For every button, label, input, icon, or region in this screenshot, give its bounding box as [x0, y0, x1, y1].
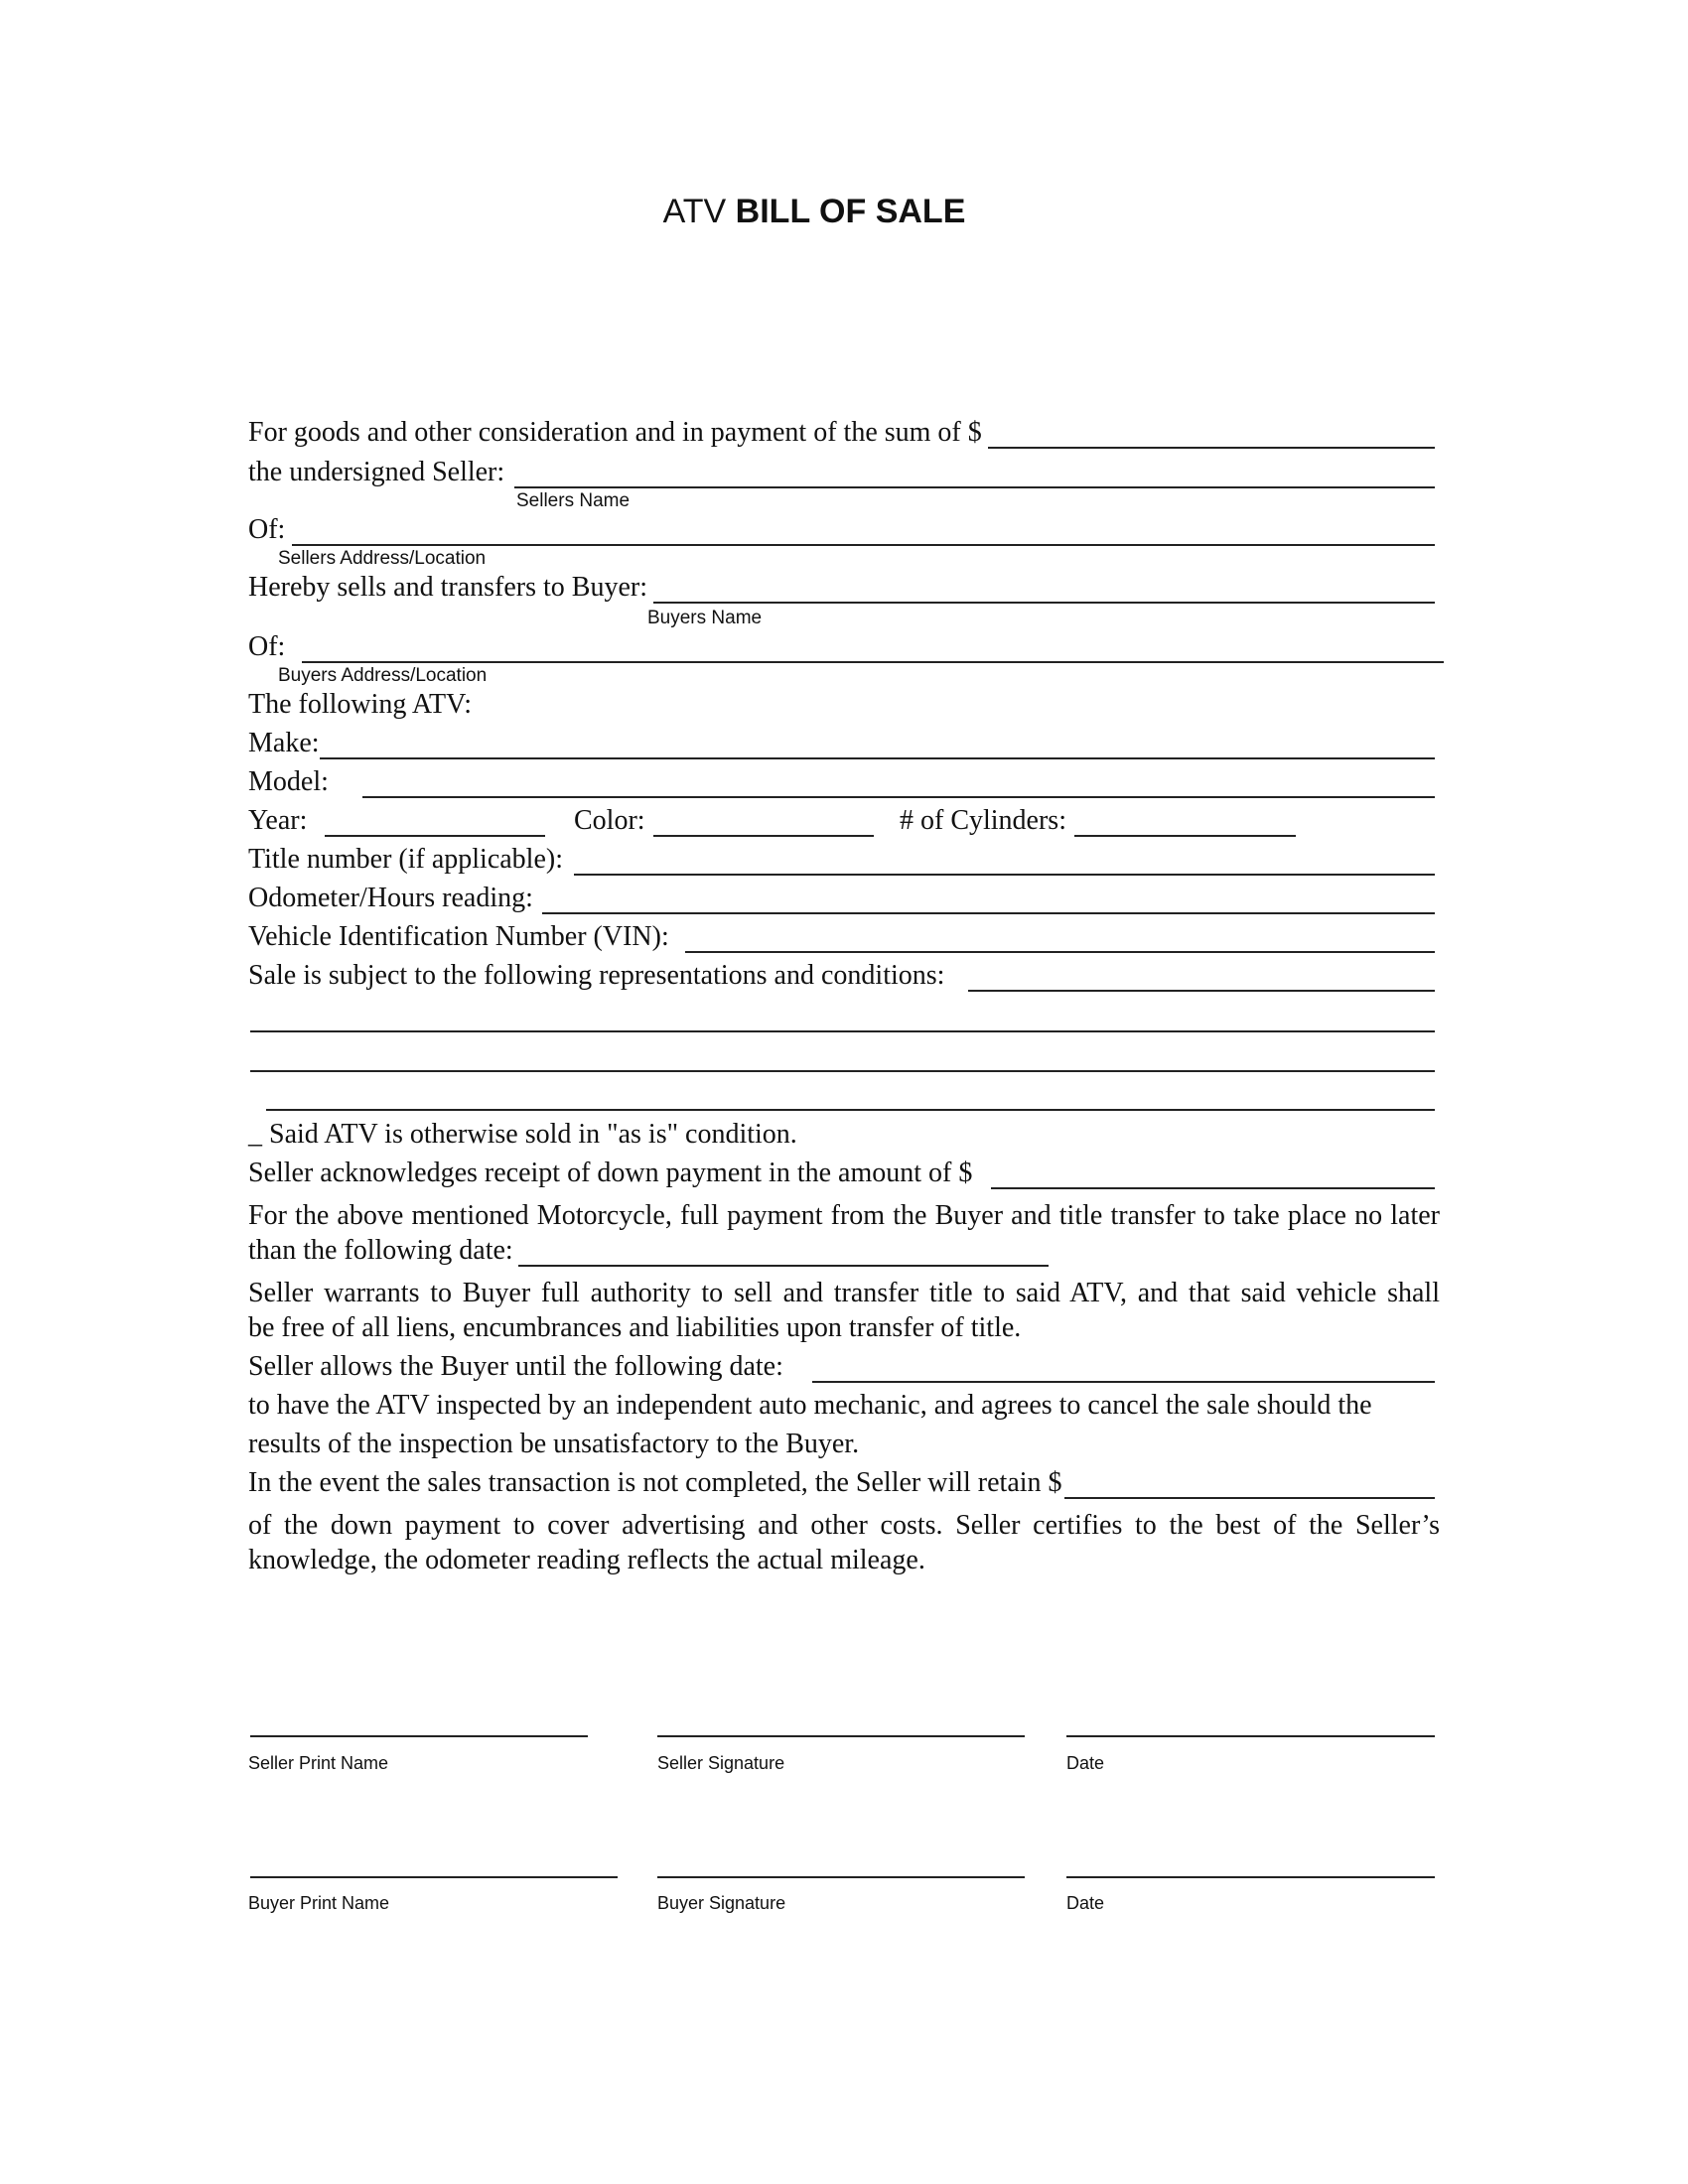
buyer-of-label: Of:	[248, 631, 286, 662]
odometer-field[interactable]	[542, 912, 1435, 914]
color-label: Color:	[574, 805, 645, 836]
conditions-label: Sale is subject to the following representations and conditions:	[248, 960, 945, 991]
conditions-field-1[interactable]	[968, 990, 1435, 992]
odometer-label: Odometer/Hours reading:	[248, 883, 533, 913]
vin-field[interactable]	[685, 951, 1435, 953]
title-number-label: Title number (if applicable):	[248, 844, 563, 875]
seller-print-name-caption: Seller Print Name	[248, 1753, 389, 1773]
retain-line-2: of the down payment to cover advertising and other costs. Seller certifies to the best of the Seller’s	[248, 1510, 1440, 1541]
warrants-line-1: Seller warrants to Buyer full authority to sell and transfer title to said ATV, and that said vehicle shall	[248, 1278, 1440, 1308]
make-field[interactable]	[320, 757, 1435, 759]
inspection-date-field[interactable]	[812, 1381, 1435, 1383]
vin-label: Vehicle Identification Number (VIN):	[248, 921, 669, 952]
seller-date-field[interactable]	[1066, 1735, 1435, 1737]
model-field[interactable]	[362, 796, 1435, 798]
full-payment-date-field[interactable]	[518, 1265, 1049, 1267]
color-field[interactable]	[653, 835, 874, 837]
buyer-name-field[interactable]	[653, 602, 1435, 604]
seller-of-label: Of:	[248, 514, 286, 545]
conditions-field-3[interactable]	[250, 1070, 1435, 1072]
down-payment-label: Seller acknowledges receipt of down payment in the amount of $	[248, 1158, 973, 1188]
buyer-address-field[interactable]	[302, 661, 1444, 663]
buyer-name-caption: Buyers Name	[647, 608, 763, 628]
seller-name-field[interactable]	[514, 486, 1435, 488]
title-number-field[interactable]	[574, 874, 1435, 876]
inspection-line-1: Seller allows the Buyer until the following date:	[248, 1351, 783, 1382]
as-is-clause: _ Said ATV is otherwise sold in "as is" condition.	[248, 1119, 797, 1150]
buyer-print-name-field[interactable]	[250, 1876, 618, 1878]
buyer-print-name-caption: Buyer Print Name	[248, 1893, 390, 1913]
cylinders-field[interactable]	[1074, 835, 1296, 837]
seller-date-caption: Date	[1066, 1753, 1105, 1773]
year-field[interactable]	[325, 835, 545, 837]
seller-signature-field[interactable]	[657, 1735, 1025, 1737]
seller-signature-caption: Seller Signature	[657, 1753, 785, 1773]
title-plain: ATV	[662, 193, 727, 230]
payment-sum-field[interactable]	[988, 447, 1435, 449]
retain-amount-field[interactable]	[1064, 1497, 1435, 1499]
retain-line-3: knowledge, the odometer reading reflects the actual mileage.	[248, 1545, 925, 1575]
seller-print-name-field[interactable]	[250, 1735, 588, 1737]
buyer-date-field[interactable]	[1066, 1876, 1435, 1878]
make-label: Make:	[248, 728, 320, 758]
full-payment-line-1: For the above mentioned Motorcycle, full payment from the Buyer and title transfer to take place no later	[248, 1200, 1440, 1231]
inspection-line-2: to have the ATV inspected by an independent auto mechanic, and agrees to cancel the sale should the	[248, 1390, 1372, 1421]
title-bold: BILL OF SALE	[735, 193, 966, 230]
buyer-signature-caption: Buyer Signature	[657, 1893, 786, 1913]
retain-line-1: In the event the sales transaction is not completed, the Seller will retain $	[248, 1467, 1062, 1498]
conditions-field-4[interactable]	[266, 1109, 1435, 1111]
buyer-signature-field[interactable]	[657, 1876, 1025, 1878]
seller-name-caption: Sellers Name	[516, 490, 631, 511]
page-title	[0, 193, 1628, 231]
following-atv-label: The following ATV:	[248, 689, 473, 720]
buyer-label: Hereby sells and transfers to Buyer:	[248, 572, 647, 603]
seller-label: the undersigned Seller:	[248, 457, 505, 487]
conditions-field-2[interactable]	[250, 1030, 1435, 1032]
buyer-date-caption: Date	[1066, 1893, 1105, 1913]
model-label: Model:	[248, 766, 329, 797]
year-label: Year:	[248, 805, 308, 836]
down-payment-field[interactable]	[991, 1187, 1435, 1189]
seller-address-caption: Sellers Address/Location	[278, 548, 487, 569]
payment-sum-label: For goods and other consideration and in payment of the sum of $	[248, 417, 982, 448]
inspection-line-3: results of the inspection be unsatisfactory to the Buyer.	[248, 1429, 860, 1459]
full-payment-line-2: than the following date:	[248, 1235, 513, 1266]
warrants-line-2: be free of all liens, encumbrances and liabilities upon transfer of title.	[248, 1312, 1022, 1343]
cylinders-label: # of Cylinders:	[900, 805, 1066, 836]
seller-address-field[interactable]	[292, 544, 1435, 546]
buyer-address-caption: Buyers Address/Location	[278, 665, 488, 686]
